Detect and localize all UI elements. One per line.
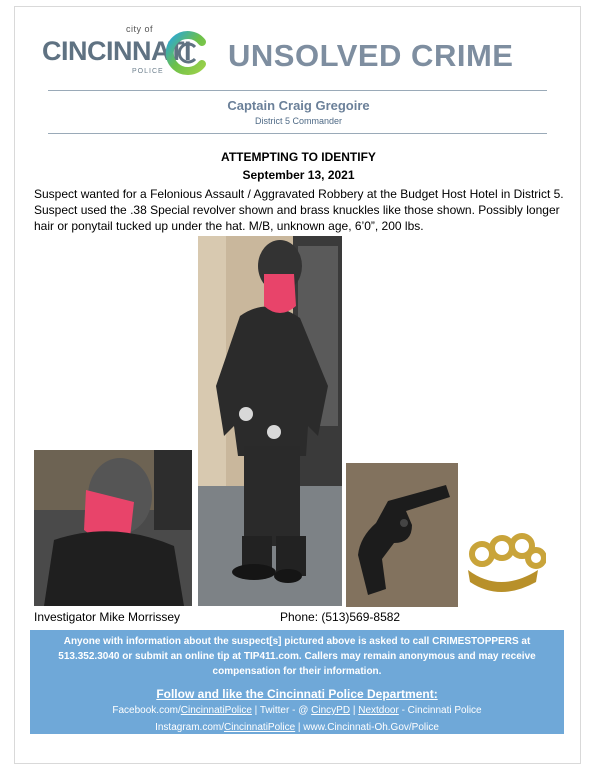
- social-line-2: [30, 720, 564, 735]
- brass-knuckles-icon: [460, 530, 546, 602]
- notice-title: ATTEMPTING TO IDENTIFY: [221, 150, 376, 164]
- follow-heading: Follow and like the Cincinnati Police Department:: [156, 687, 438, 701]
- facebook-link[interactable]: CincinnatiPolice: [180, 705, 252, 716]
- twitter-separator: | Twitter - @: [251, 705, 312, 716]
- suspect-description: Suspect wanted for a Felonious Assault / Aggravated Robbery at the Budget Host Hotel in District 5. Suspect used the .38 Special revolver shown and brass knuckles like those shown. Possibly longer hair or ponytail tucked up under the hat. M/B, unknown age, 6’0”, 200 lbs.: [34, 187, 564, 233]
- crimestoppers-info-box: [30, 630, 564, 734]
- notice-date: September 13, 2021: [242, 168, 355, 182]
- website-link[interactable]: | www.Cincinnati-Oh.Gov/Police: [295, 722, 439, 733]
- logo-city-name: CINCINNATI: [42, 36, 191, 66]
- instagram-prefix: Instagram.com/: [155, 722, 224, 733]
- logo-police-text: POLICE: [132, 68, 164, 75]
- logo-city-text: city of: [126, 24, 154, 34]
- captain-name: Captain Craig Gregoire: [227, 98, 370, 113]
- captain-title: District 5 Commander: [254, 116, 343, 126]
- cincinnati-c-logo-icon: [164, 30, 210, 76]
- social-line-1: [30, 703, 564, 718]
- facebook-prefix: Facebook.com/: [112, 705, 181, 716]
- nextdoor-suffix: - Cincinnati Police: [398, 705, 482, 716]
- nextdoor-link[interactable]: Nextdoor: [358, 705, 399, 716]
- suspect-closeup-photo: [34, 450, 192, 606]
- divider-bottom: [48, 133, 547, 134]
- twitter-link[interactable]: CincyPD: [311, 705, 351, 716]
- revolver-photo: [346, 463, 458, 607]
- instagram-link[interactable]: CincinnatiPolice: [224, 722, 296, 733]
- crimestoppers-text: Anyone with information about the suspect[s] pictured above is asked to call CRIMESTOPPERS at 513.352.3040 or submit an online tip at TIP411.com. Callers may remain anonymous and may receive compensation for their information.: [58, 636, 536, 677]
- investigator-name: Investigator Mike Morrissey: [34, 610, 181, 624]
- suspect-main-photo: [198, 236, 342, 606]
- divider-top: [48, 90, 547, 91]
- page-title: UNSOLVED CRIME: [228, 38, 514, 73]
- investigator-phone: Phone: (513)569-8582: [280, 610, 401, 624]
- nextdoor-separator: |: [350, 705, 359, 716]
